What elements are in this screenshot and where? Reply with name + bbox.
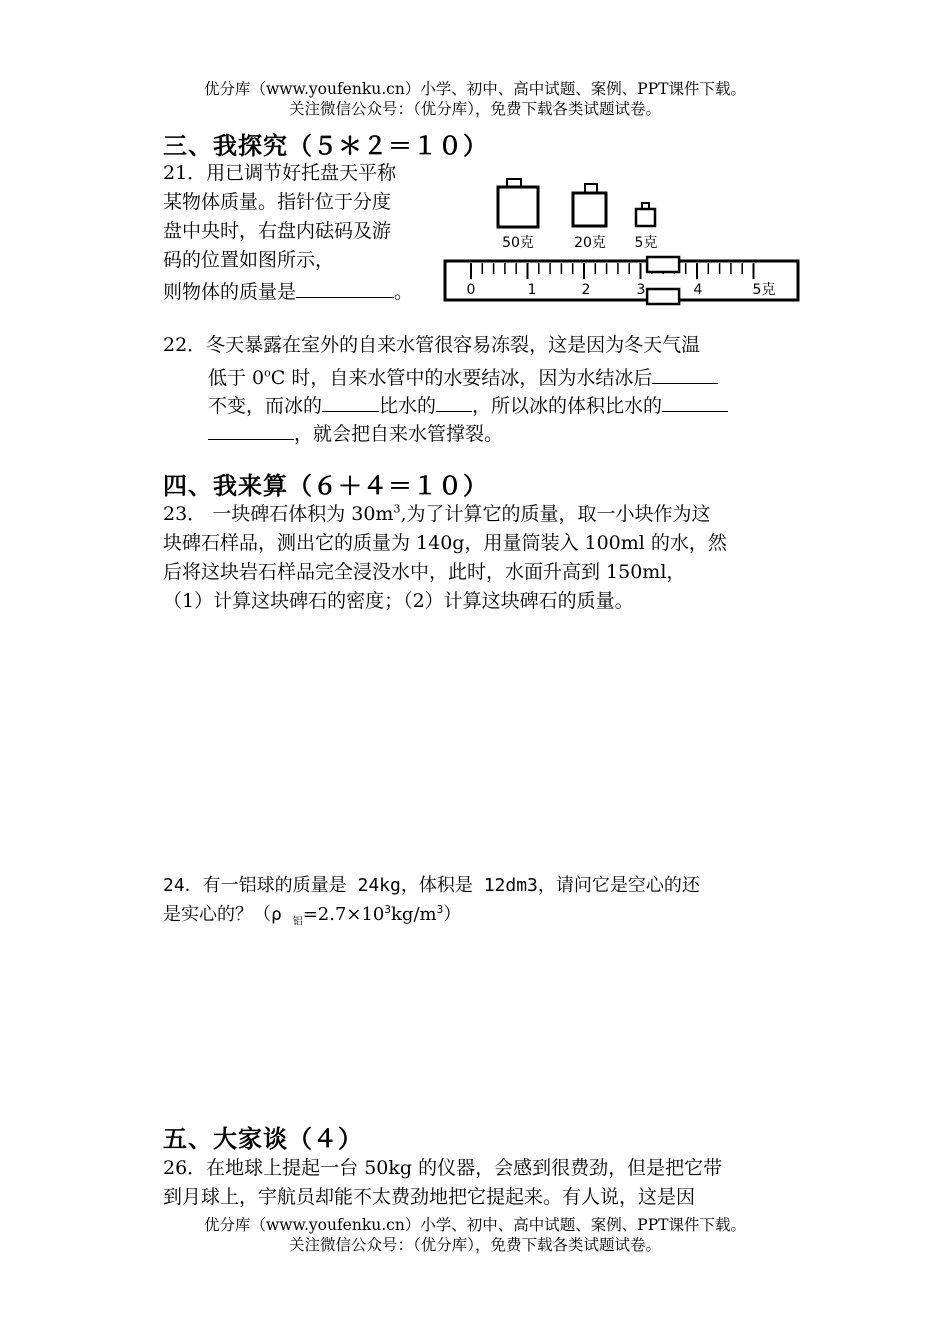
section-3-title: 三、我探究（５＊２＝１０） (163, 131, 488, 160)
ruler-number-4: 4 (693, 282, 703, 298)
ruler-number-2: 2 (581, 282, 591, 298)
q26-line-2: 到月球上，宇航员却能不太费劲地把它提起来。有人说，这是因 (163, 1186, 696, 1208)
ruler-ticks (471, 263, 754, 279)
q22-blank-2[interactable] (322, 389, 379, 412)
q21-answer-blank[interactable] (296, 275, 394, 298)
q21-line-5 (163, 275, 413, 307)
q21-line-4: 码的位置如图所示， (163, 249, 335, 271)
q22-line-2-a: 低于 0 (208, 367, 265, 389)
balance-figure (440, 168, 805, 308)
q23-line-1-b: ,为了计算它的质量，取一小块作为这 (400, 503, 711, 525)
weight-5g-label: 5克 (634, 235, 658, 251)
q23-line-4: （1）计算这块碑石的密度；（2）计算这块碑石的质量。 (163, 590, 634, 612)
q22-blank-4[interactable] (662, 389, 728, 412)
q22-degree-sup: o (264, 366, 271, 380)
q24-line-2-d: ） (443, 904, 462, 925)
weight-5g-icon (636, 203, 655, 226)
q21-line-1: 21．用已调节好托盘天平称 (163, 162, 397, 184)
q22-blank-4-continued[interactable] (208, 417, 294, 440)
q24-aluminum-sub: 铝 (292, 916, 303, 928)
q23-line-2: 块碑石样品，测出它的质量为 140g，用量筒装入 100ml 的水，然 (163, 532, 727, 554)
weight-50g-icon (498, 179, 538, 227)
ruler-frame (445, 261, 798, 300)
ruler-number-1: 1 (527, 282, 537, 298)
weight-50g-label: 50克 (502, 235, 534, 251)
q24-line-2-b: =2.7×10 (302, 904, 385, 925)
ruler-number-3: 3 (636, 282, 646, 298)
q24-cubic-sup: 3 (436, 903, 444, 916)
q22-blank-3[interactable] (436, 389, 472, 412)
q22-line-3-a: 不变，而冰的 (208, 395, 323, 417)
section-4-title: 四、我来算（６＋４＝１０） (163, 471, 488, 500)
footer-line-1: 优分库（www.youfenku.cn）小学、初中、高中试题、案例、PPT课件下载。 (203, 1216, 747, 1234)
q24-power-sup: 3 (384, 903, 392, 916)
q26-line-1: 26．在地球上提起一台 50kg 的仪器，会感到很费劲，但是把它带 (163, 1157, 723, 1179)
q24-line-1: 24．有一铝球的质量是 24kg，体积是 12dm3，请问它是空心的还 (163, 875, 700, 896)
q22-line-3-b: 比水的 (379, 395, 437, 417)
q23-line-1 (163, 500, 711, 529)
q22-line-1: 22．冬天暴露在室外的自来水管很容易冻裂，这是因为冬天气温 (163, 334, 701, 356)
weight-20g-icon (573, 184, 606, 226)
q22-line-4 (208, 417, 503, 449)
q22-line-3-c: ，所以冰的体积比水的 (472, 395, 663, 417)
q22-blank-1[interactable] (652, 361, 718, 384)
q21-line-2: 某物体质量。指针位于分度 (163, 191, 392, 213)
q21-line-3: 盘中央时，右盘内砝码及游 (163, 220, 392, 242)
weight-20g-label: 20克 (574, 235, 606, 251)
q23-cubic-sup: 3 (393, 502, 401, 516)
footer-line-2: 关注微信公众号：（优分库），免费下载各类试题试卷。 (288, 1236, 661, 1254)
q23-line-1-a: 23． 一块碑石体积为 30m (163, 503, 394, 525)
q22-line-2-b: C 时，自来水管中的水要结冰，因为水结冰后 (270, 367, 653, 389)
q24-line-2-a: 是实心的？（ρ (163, 904, 293, 925)
q23-line-3: 后将这块岩石样品完全浸没水中，此时，水面升高到 150ml， (163, 561, 686, 583)
q24-line-2-c: kg/m (391, 904, 437, 925)
q21-line-5-suffix: 。 (394, 281, 414, 303)
q24-line-2 (163, 900, 461, 929)
ruler-number-0: 0 (466, 282, 476, 298)
header-line-1: 优分库（www.youfenku.cn）小学、初中、高中试题、案例、PPT课件下载。 (203, 80, 747, 98)
q22-line-4-suffix: ，就会把自来水管撑裂。 (294, 423, 504, 445)
ruler-end-label: 5克 (752, 282, 776, 298)
q21-line-5-prefix: 则物体的质量是 (163, 281, 297, 303)
header-line-2: 关注微信公众号：（优分库），免费下载各类试题试卷。 (288, 100, 661, 118)
rider-icon (647, 257, 679, 304)
section-5-title: 五、大家谈（４） (163, 1124, 363, 1153)
